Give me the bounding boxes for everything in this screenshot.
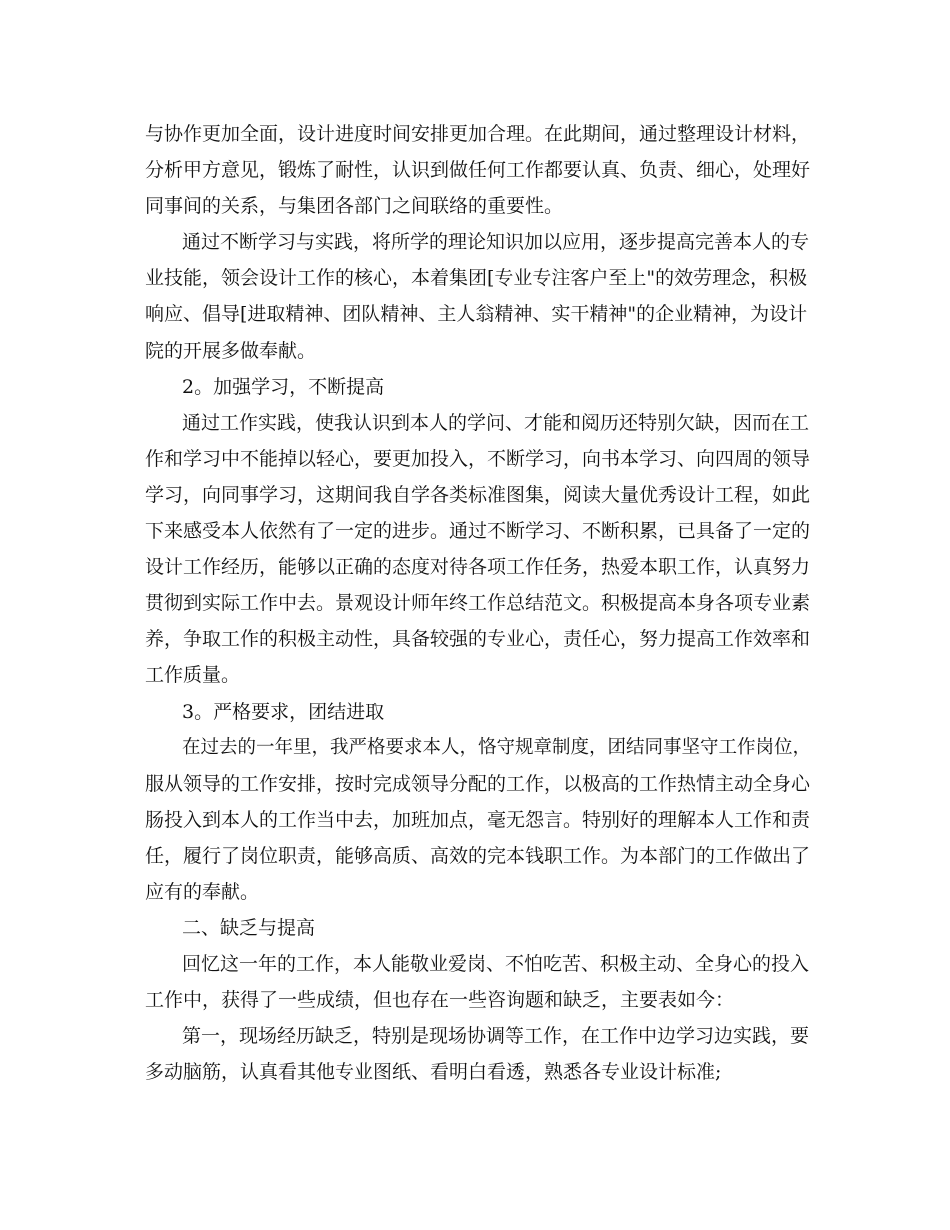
text-line: 分析甲方意见，锻炼了耐性，认识到做任何工作都要认真、负责、细心，处理好 — [145, 159, 811, 182]
text-line: 服从领导的工作安排，按时完成领导分配的工作，以极高的工作热情主动全身心 — [145, 772, 811, 795]
text-line: 学习，向同事学习，这期间我自学各类标准图集，阅读大量优秀设计工程，如此 — [145, 483, 811, 506]
section-heading: 二、缺乏与提高 — [182, 917, 316, 940]
text-line: 任，履行了岗位职责，能够高质、高效的完本钱职工作。为本部门的工作做出了 — [145, 844, 811, 867]
text-line: 工作质量。 — [145, 664, 241, 687]
text-line: 第一，现场经历缺乏，特别是现场协调等工作，在工作中边学习边实践，要 — [182, 1025, 810, 1048]
text-line: 通过工作实践，使我认识到本人的学问、才能和阅历还特别欠缺，因而在工 — [182, 411, 810, 434]
text-line: 通过不断学习与实践，将所学的理论知识加以应用，逐步提高完善本人的专 — [182, 231, 810, 254]
text-line: 工作中，获得了一些成绩，但也存在一些咨询题和缺乏，主要表如今： — [145, 989, 735, 1012]
text-line: 在过去的一年里，我严格要求本人，恪守规章制度，团结同事坚守工作岗位， — [182, 736, 812, 758]
text-line: 下来感受本人依然有了一定的进步。通过不断学习、不断积累，已具备了一定的 — [145, 520, 811, 543]
text-line: 应有的奉献。 — [145, 880, 260, 903]
text-line: 同事间的关系，与集团各部门之间联络的重要性。 — [145, 195, 564, 218]
section-heading: 3。严格要求，团结进取 — [182, 700, 385, 723]
text-line: 响应、倡导[进取精神、团队精神、主人翁精神、实干精神"的企业精神，为设计 — [145, 303, 808, 326]
text-line: 贯彻到实际工作中去。景观设计师年终工作总结范文。积极提高本身各项专业素 — [145, 592, 811, 615]
document-body — [145, 116, 810, 1091]
text-line: 养，争取工作的积极主动性，具备较强的专业心，责任心，努力提高工作效率和 — [145, 628, 811, 651]
text-line: 多动脑筋，认真看其他专业图纸、看明白看透，熟悉各专业设计标准; — [145, 1061, 722, 1084]
text-line: 业技能，领会设计工作的核心，本着集团[专业专注客户至上"的效劳理念，积极 — [145, 267, 808, 290]
text-line: 设计工作经历，能够以正确的态度对待各项工作任务，热爱本职工作，认真努力 — [145, 556, 811, 579]
text-line: 肠投入到本人的工作当中去，加班加点，毫无怨言。特别好的理解本人工作和责 — [145, 808, 811, 831]
text-line: 作和学习中不能掉以轻心，要更加投入，不断学习，向书本学习、向四周的领导 — [145, 447, 811, 470]
section-heading: 2。加强学习，不断提高 — [182, 375, 385, 398]
text-line: 回忆这一年的工作，本人能敬业爱岗、不怕吃苦、积极主动、全身心的投入 — [182, 953, 810, 976]
text-line: 与协作更加全面，设计进度时间安排更加合理。在此期间，通过整理设计材料， — [145, 123, 811, 145]
text-line: 院的开展多做奉献。 — [145, 339, 317, 362]
